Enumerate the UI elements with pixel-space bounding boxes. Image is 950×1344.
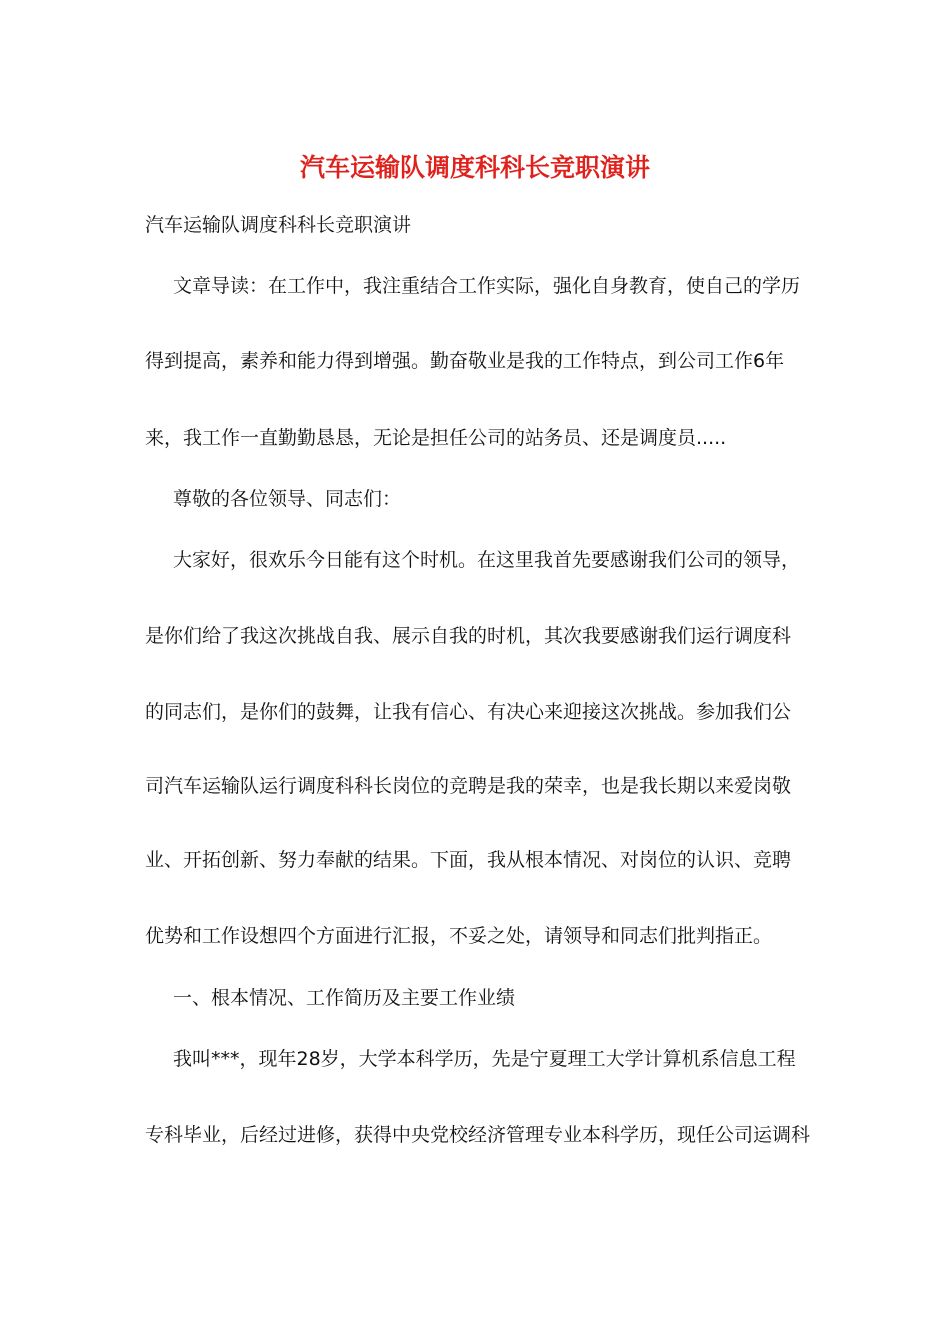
section-heading: 一、根本情况、工作简历及主要工作业绩 [173,987,516,1009]
paragraph-line: 专科毕业，后经过进修，获得中央党校经济管理专业本科学历，现任公司运调科 [145,1124,811,1146]
paragraph-line: 文章导读：在工作中，我注重结合工作实际，强化自身教育，使自己的学历 [173,275,801,297]
paragraph-line: 业、开拓创新、努力奉献的结果。下面，我从根本情况、对岗位的认识、竞聘 [145,849,792,871]
paragraph-line: 得到提高，素养和能力得到增强。勤奋敬业是我的工作特点，到公司工作6年 [145,350,785,372]
paragraph-line: 大家好，很欢乐今日能有这个时机。在这里我首先要感谢我们公司的领导， [173,549,801,571]
paragraph-line: 优势和工作设想四个方面进行汇报，不妥之处，请领导和同志们批判指正。 [145,925,773,947]
document-title: 汽车运输队调度科科长竞职演讲 [299,153,650,182]
paragraph-line: 来，我工作一直勤勤恳恳，无论是担任公司的站务员、还是调度员..... [145,427,727,449]
paragraph-line: 我叫***，现年28岁，大学本科学历，先是宁夏理工大学计算机系信息工程 [173,1048,796,1070]
paragraph-line: 是你们给了我这次挑战自我、展示自我的时机，其次我要感谢我们运行调度科 [145,625,792,647]
paragraph-line: 司汽车运输队运行调度科科长岗位的竞聘是我的荣幸，也是我长期以来爱岗敬 [145,775,792,797]
greeting-line: 尊敬的各位领导、同志们： [173,488,402,510]
paragraph-line: 的同志们，是你们的鼓舞，让我有信心、有决心来迎接这次挑战。参加我们公 [145,701,792,723]
subtitle-line: 汽车运输队调度科科长竞职演讲 [145,214,412,236]
